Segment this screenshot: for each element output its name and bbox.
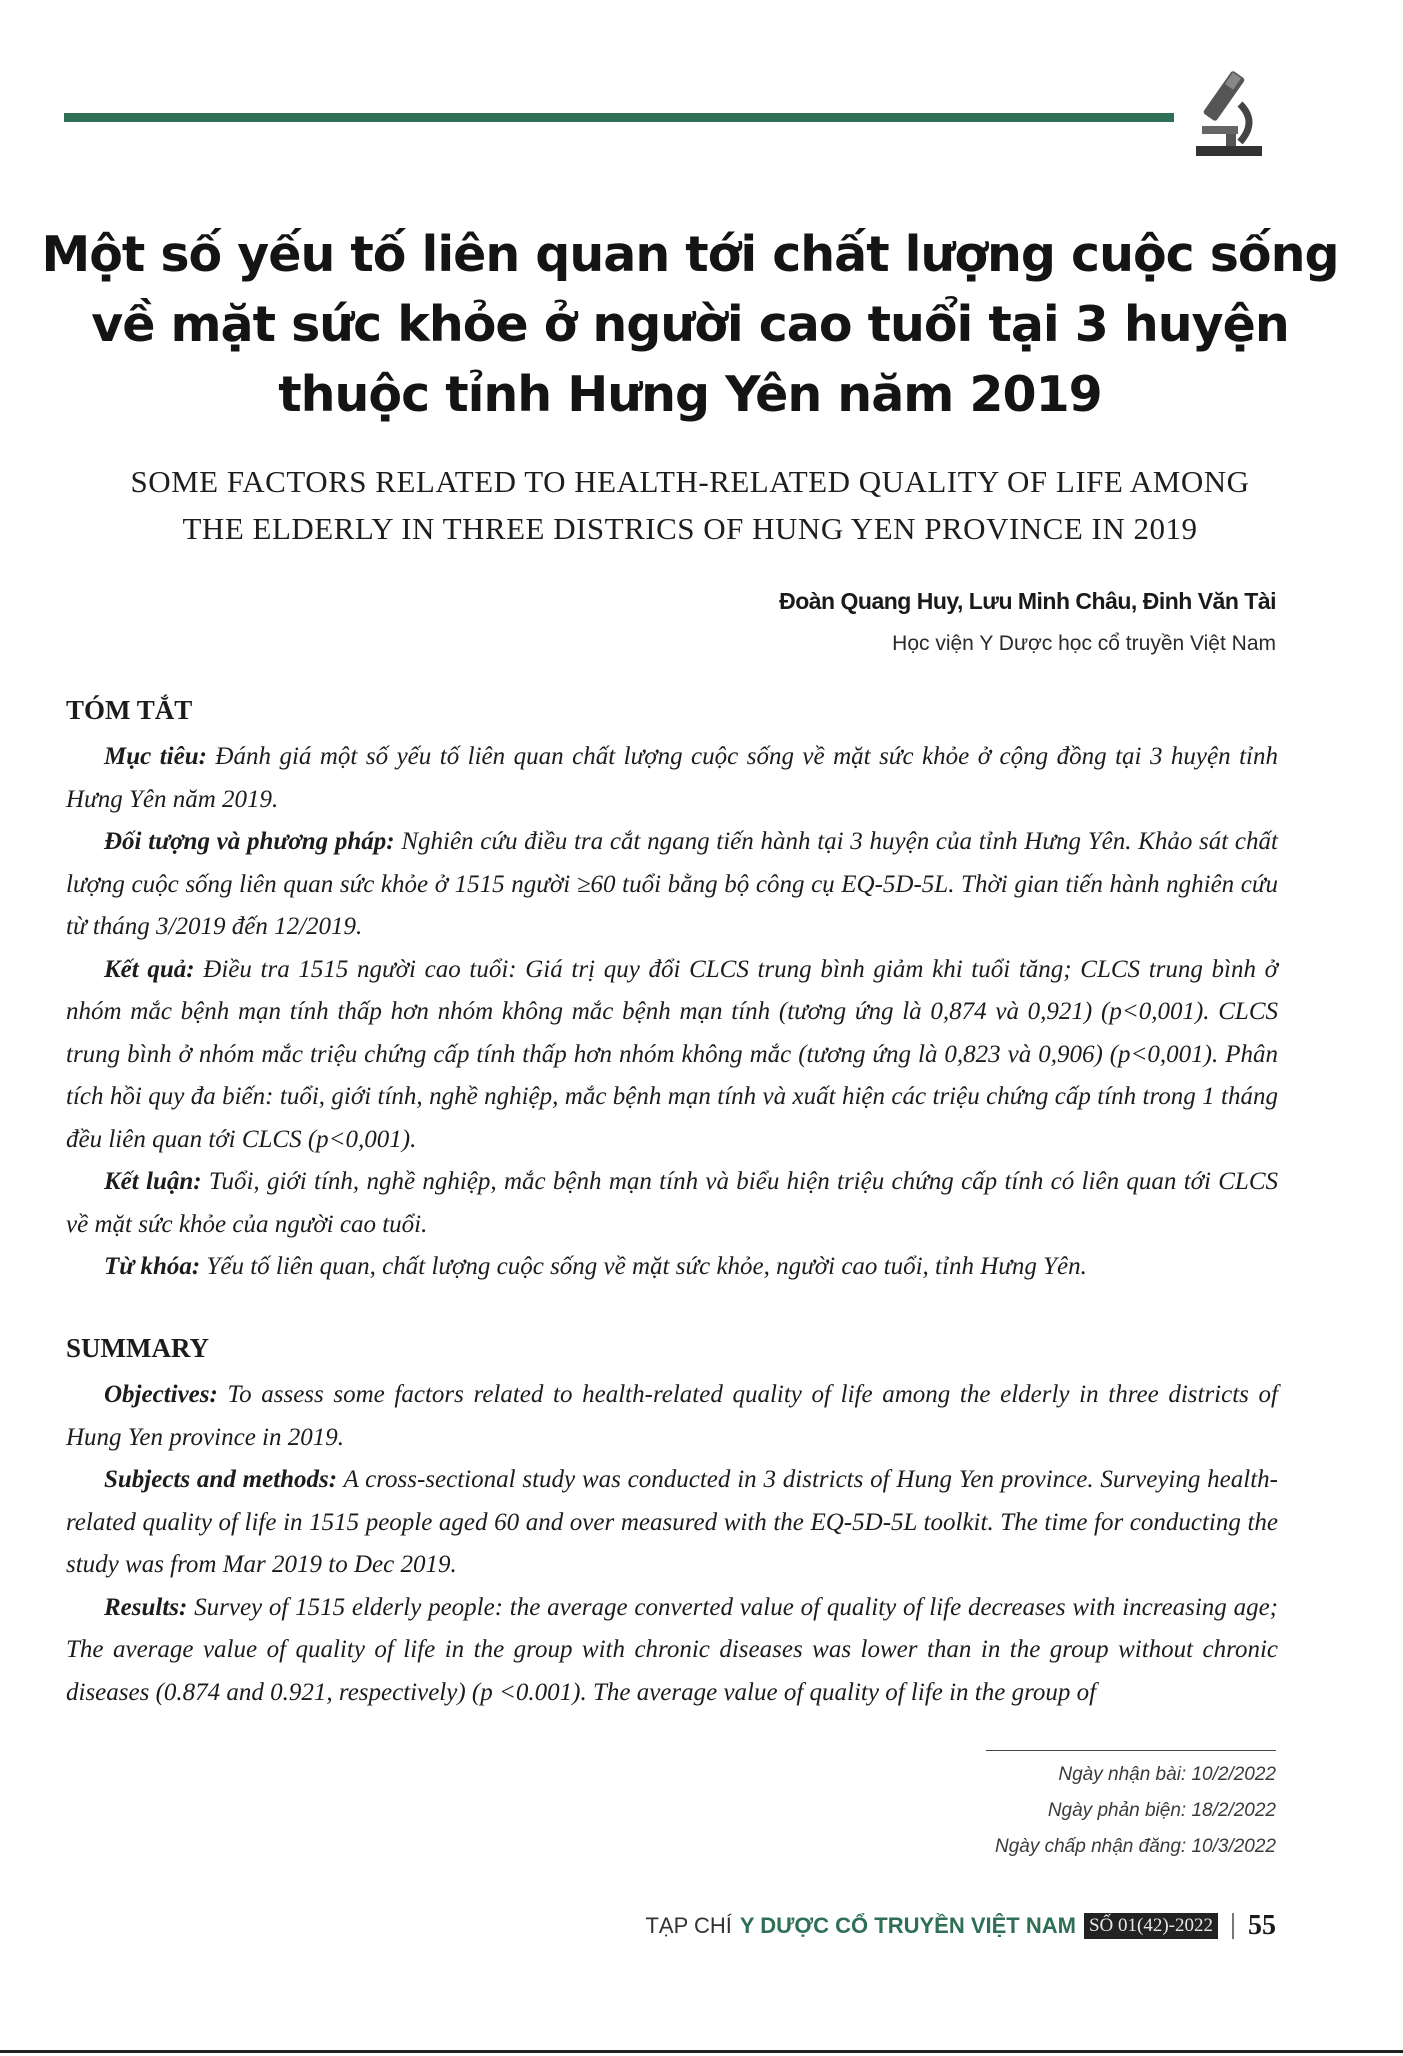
footer-divider (1232, 1913, 1234, 1939)
paragraph-text: Đánh giá một số yếu tố liên quan chất lượng cuộc sống về mặt sức khỏe ở cộng đồng tại 3 huyện tỉnh Hưng Yên năm 2019. (66, 743, 1278, 813)
english-title-line: THE ELDERLY IN THREE DISTRICS OF HUNG YEN PROVINCE IN 2019 (182, 511, 1198, 546)
article-title (40, 220, 1340, 430)
header-rule (64, 113, 1174, 122)
paragraph-text: Nghiên cứu điều tra cắt ngang tiến hành tại 3 huyện của tỉnh Hưng Yên. Khảo sát chất lượng cuộc sống liên quan sức khỏe ở 1515 người ≥60 tuổi bằng bộ công cụ EQ-5D-5L. Thời gian tiến hành nghiên cứu từ tháng 3/2019 đến 12/2019. (66, 828, 1278, 940)
article-dates (986, 1750, 1276, 1865)
english-title (40, 458, 1340, 552)
abstract-paragraph (66, 949, 1278, 1162)
abstract-vietnamese (66, 690, 1278, 1289)
date-reviewed: Ngày phản biện: 18/2/2022 (1047, 1800, 1276, 1821)
date-accepted: Ngày chấp nhận đăng: 10/3/2022 (994, 1836, 1276, 1857)
paragraph-label: Đối tượng và phương pháp: (104, 828, 395, 855)
paragraph-label: Kết luận: (104, 1168, 202, 1195)
abstract-english (66, 1328, 1278, 1714)
title-line: thuộc tỉnh Hưng Yên năm 2019 (278, 366, 1102, 423)
title-line: Một số yếu tố liên quan tới chất lượng cuộc sống (41, 226, 1339, 283)
affiliation: Học viện Y Dược học cổ truyền Việt Nam (892, 632, 1276, 655)
issue-badge: SỐ 01(42)-2022 (1084, 1913, 1218, 1939)
page-footer (645, 1910, 1276, 1942)
english-title-line: SOME FACTORS RELATED TO HEALTH-RELATED QUALITY OF LIFE AMONG (130, 464, 1250, 499)
paragraph-label: Objectives: (104, 1381, 218, 1408)
section-heading: SUMMARY (66, 1333, 210, 1363)
paragraph-label: Kết quả: (104, 955, 195, 983)
paragraph-label: Subjects and methods: (104, 1466, 338, 1493)
bottom-edge-rule (0, 2050, 1403, 2053)
paragraph-text: Yếu tố liên quan, chất lượng cuộc sống về mặt sức khỏe, người cao tuổi, tỉnh Hưng Yên. (200, 1253, 1087, 1280)
summary-paragraph (66, 1374, 1278, 1459)
abstract-paragraph (66, 821, 1278, 949)
title-line: về mặt sức khỏe ở người cao tuổi tại 3 huyện (91, 296, 1289, 353)
section-heading: TÓM TẮT (66, 695, 193, 725)
summary-paragraph (66, 1459, 1278, 1587)
paragraph-text: Tuổi, giới tính, nghề nghiệp, mắc bệnh mạn tính và biểu hiện triệu chứng cấp tính có liên quan tới CLCS về mặt sức khỏe của người cao tuổi. (66, 1168, 1278, 1238)
paragraph-text: To assess some factors related to health-related quality of life among the elderly in three districts of Hung Yen province in 2019. (66, 1381, 1278, 1451)
journal-prefix: TẠP CHÍ (645, 1913, 732, 1938)
paragraph-label: Results: (104, 1593, 188, 1621)
paragraph-label: Từ khóa: (104, 1253, 201, 1280)
journal-name: Y DƯỢC CỔ TRUYỀN VIỆT NAM (739, 1913, 1076, 1938)
abstract-paragraph (66, 1246, 1278, 1289)
paragraph-label: Mục tiêu: (104, 743, 207, 770)
abstract-paragraph (66, 1161, 1278, 1246)
date-received: Ngày nhận bài: 10/2/2022 (1058, 1764, 1276, 1785)
microscope-icon (1182, 64, 1272, 164)
paragraph-text: Survey of 1515 elderly people: the average converted value of quality of life decreases with increasing age; The average value of quality of life in the group with chronic diseases was lower than in the group without chronic diseases (0.874 and 0.921, respectively) (p <0.001). The average value of quality of life in the group of (66, 1593, 1278, 1706)
abstract-paragraph (66, 736, 1278, 821)
summary-paragraph (66, 1587, 1278, 1715)
page-number: 55 (1248, 1910, 1276, 1941)
authors: Đoàn Quang Huy, Lưu Minh Châu, Đinh Văn Tài (779, 588, 1276, 614)
paragraph-text: A cross-sectional study was conducted in 3 districts of Hung Yen province. Surveying health-related quality of life in 1515 people aged 60 and over measured with the EQ-5D-5L toolkit. The time for conducting the study was from Mar 2019 to Dec 2019. (66, 1466, 1278, 1578)
paragraph-text: Điều tra 1515 người cao tuổi: Giá trị quy đổi CLCS trung bình giảm khi tuổi tăng; CLCS trung bình ở nhóm mắc bệnh mạn tính thấp hơn nhóm không mắc bệnh mạn tính (tương ứng là 0,874 và 0,921) (p<0,001). CLCS trung bình ở nhóm mắc triệu chứng cấp tính thấp hơn nhóm không mắc (tương ứng là 0,823 và 0,906) (p<0,001). Phân tích hồi quy đa biến: tuổi, giới tính, nghề nghiệp, mắc bệnh mạn tính và xuất hiện các triệu chứng cấp tính trong 1 tháng đều liên quan tới CLCS (p<0,001). (66, 955, 1278, 1153)
